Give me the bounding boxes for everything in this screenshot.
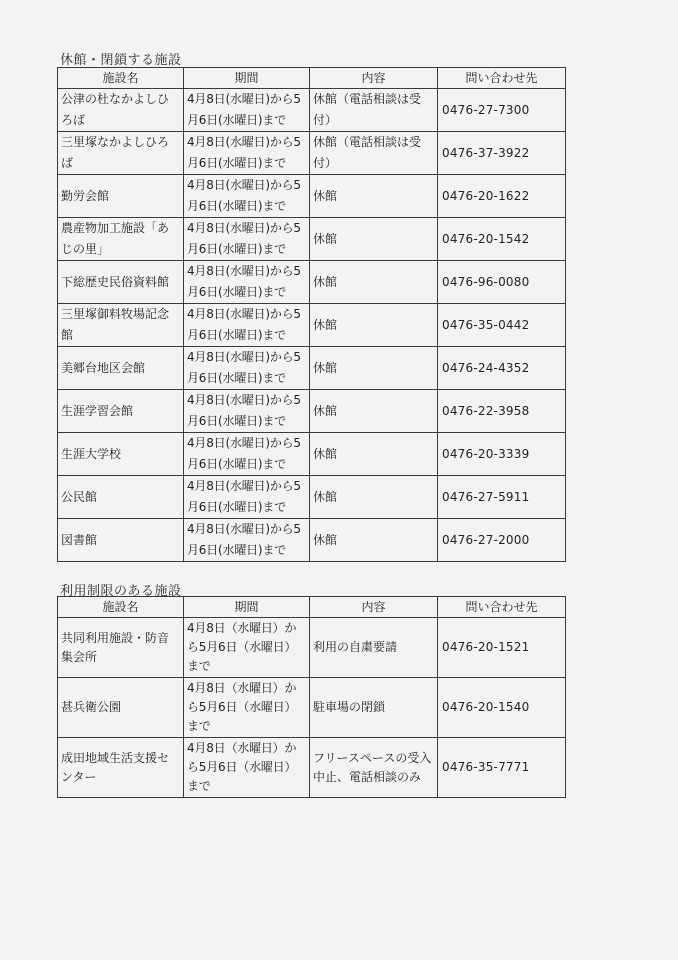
phone-cell: 0476-27-7300 <box>438 89 566 132</box>
header-period: 期間 <box>184 68 310 89</box>
facility-name-cell: 勤労会館 <box>58 175 184 218</box>
content-cell: 休館 <box>310 261 438 304</box>
facility-name-cell: 下総歴史民俗資料館 <box>58 261 184 304</box>
period-cell: 4月8日(水曜日)から5月6日(水曜日)まで <box>184 390 310 433</box>
table-row <box>58 618 566 678</box>
table-row <box>58 347 566 390</box>
table-row <box>58 89 566 132</box>
table-row <box>58 261 566 304</box>
table-row <box>58 519 566 562</box>
table-header-row <box>58 597 566 618</box>
phone-cell: 0476-37-3922 <box>438 132 566 175</box>
table-header-row <box>58 68 566 89</box>
header-facility-name: 施設名 <box>58 597 184 618</box>
content-cell: 休館 <box>310 304 438 347</box>
facility-name-cell: 公民館 <box>58 476 184 519</box>
facility-name-cell: 成田地域生活支援センター <box>58 738 184 798</box>
table-row <box>58 433 566 476</box>
content-cell: フリースペースの受入中止、電話相談のみ <box>310 738 438 798</box>
period-cell: 4月8日（水曜日）から5月6日（水曜日）まで <box>184 738 310 798</box>
content-cell: 休館 <box>310 175 438 218</box>
section-title-closed-facilities: 休館・閉鎖する施設 <box>60 53 182 68</box>
facility-name-cell: 共同利用施設・防音集会所 <box>58 618 184 678</box>
header-contact: 問い合わせ先 <box>438 597 566 618</box>
period-cell: 4月8日（水曜日）から5月6日（水曜日）まで <box>184 618 310 678</box>
phone-cell: 0476-20-1540 <box>438 678 566 738</box>
phone-cell: 0476-27-2000 <box>438 519 566 562</box>
content-cell: 休館 <box>310 433 438 476</box>
period-cell: 4月8日(水曜日)から5月6日(水曜日)まで <box>184 89 310 132</box>
content-cell: 休館 <box>310 519 438 562</box>
period-cell: 4月8日(水曜日)から5月6日(水曜日)まで <box>184 476 310 519</box>
table-row <box>58 476 566 519</box>
closed-facilities-table <box>57 67 566 562</box>
header-facility-name: 施設名 <box>58 68 184 89</box>
header-content: 内容 <box>310 68 438 89</box>
content-cell: 駐車場の閉鎖 <box>310 678 438 738</box>
facility-name-cell: 甚兵衛公園 <box>58 678 184 738</box>
phone-cell: 0476-24-4352 <box>438 347 566 390</box>
table-row <box>58 678 566 738</box>
table-row <box>58 738 566 798</box>
content-cell: 休館（電話相談は受付） <box>310 132 438 175</box>
phone-cell: 0476-22-3958 <box>438 390 566 433</box>
phone-cell: 0476-20-1521 <box>438 618 566 678</box>
phone-cell: 0476-20-1622 <box>438 175 566 218</box>
phone-cell: 0476-20-3339 <box>438 433 566 476</box>
header-content: 内容 <box>310 597 438 618</box>
table-row <box>58 218 566 261</box>
phone-cell: 0476-96-0080 <box>438 261 566 304</box>
facility-name-cell: 公津の杜なかよしひろば <box>58 89 184 132</box>
phone-cell: 0476-27-5911 <box>438 476 566 519</box>
facility-name-cell: 農産物加工施設「あじの里」 <box>58 218 184 261</box>
period-cell: 4月8日(水曜日)から5月6日(水曜日)まで <box>184 175 310 218</box>
section-title-restricted-facilities: 利用制限のある施設 <box>60 584 182 599</box>
facility-name-cell: 図書館 <box>58 519 184 562</box>
table-row <box>58 132 566 175</box>
table-row <box>58 390 566 433</box>
period-cell: 4月8日(水曜日)から5月6日(水曜日)まで <box>184 347 310 390</box>
period-cell: 4月8日（水曜日）から5月6日（水曜日）まで <box>184 678 310 738</box>
content-cell: 休館 <box>310 218 438 261</box>
facility-name-cell: 生涯大学校 <box>58 433 184 476</box>
period-cell: 4月8日(水曜日)から5月6日(水曜日)まで <box>184 132 310 175</box>
facility-name-cell: 三里塚御料牧場記念館 <box>58 304 184 347</box>
period-cell: 4月8日(水曜日)から5月6日(水曜日)まで <box>184 433 310 476</box>
period-cell: 4月8日(水曜日)から5月6日(水曜日)まで <box>184 304 310 347</box>
facility-name-cell: 三里塚なかよしひろば <box>58 132 184 175</box>
header-period: 期間 <box>184 597 310 618</box>
facility-name-cell: 美郷台地区会館 <box>58 347 184 390</box>
table-row <box>58 304 566 347</box>
content-cell: 休館 <box>310 347 438 390</box>
content-cell: 利用の自粛要請 <box>310 618 438 678</box>
phone-cell: 0476-20-1542 <box>438 218 566 261</box>
content-cell: 休館 <box>310 390 438 433</box>
period-cell: 4月8日(水曜日)から5月6日(水曜日)まで <box>184 519 310 562</box>
phone-cell: 0476-35-7771 <box>438 738 566 798</box>
period-cell: 4月8日(水曜日)から5月6日(水曜日)まで <box>184 218 310 261</box>
content-cell: 休館 <box>310 476 438 519</box>
period-cell: 4月8日(水曜日)から5月6日(水曜日)まで <box>184 261 310 304</box>
phone-cell: 0476-35-0442 <box>438 304 566 347</box>
content-cell: 休館（電話相談は受付） <box>310 89 438 132</box>
header-contact: 問い合わせ先 <box>438 68 566 89</box>
restricted-facilities-table <box>57 596 566 798</box>
table-row <box>58 175 566 218</box>
facility-name-cell: 生涯学習会館 <box>58 390 184 433</box>
